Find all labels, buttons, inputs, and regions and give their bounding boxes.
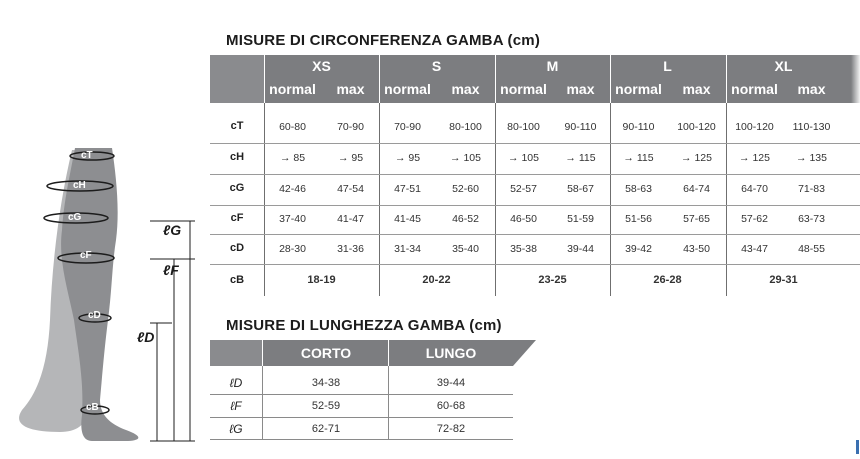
table-cell: 35-40 bbox=[452, 243, 479, 255]
table-cell: → 115 bbox=[565, 152, 596, 164]
table-cell: → 135 bbox=[796, 152, 827, 164]
table-cell: 26-28 bbox=[653, 274, 682, 286]
size-header-xl: XL bbox=[774, 58, 793, 74]
row-label-ct: cT bbox=[230, 120, 244, 132]
sub-normal: normal bbox=[731, 81, 778, 97]
table-cell: 52-60 bbox=[452, 183, 479, 195]
measure-label-ch: cH bbox=[73, 180, 86, 191]
table-cell: 57-62 bbox=[741, 213, 768, 225]
length-mark-g: ℓG bbox=[163, 222, 182, 238]
table-cell: 51-59 bbox=[567, 213, 594, 225]
table-cell: 41-47 bbox=[337, 213, 364, 225]
table-cell: 52-59 bbox=[311, 400, 341, 412]
table-cell: → 85 bbox=[279, 152, 306, 164]
table-cell: 90-110 bbox=[622, 121, 655, 133]
table-cell: → 105 bbox=[508, 152, 539, 164]
table-cell: 35-38 bbox=[510, 243, 537, 255]
length-row-label-f: ℓF bbox=[230, 399, 242, 413]
table-cell: 31-34 bbox=[394, 243, 421, 255]
size-header-m: M bbox=[546, 58, 559, 74]
table-cell: 28-30 bbox=[279, 243, 306, 255]
length-mark-f: ℓF bbox=[163, 262, 179, 278]
row-label-cd: cD bbox=[229, 242, 245, 254]
edge-mark bbox=[856, 440, 859, 454]
table-cell: 48-55 bbox=[798, 243, 825, 255]
table-cell: 90-110 bbox=[564, 121, 597, 133]
circumference-table bbox=[210, 55, 860, 296]
table-cell: → 125 bbox=[739, 152, 770, 164]
table-cell: 37-40 bbox=[279, 213, 306, 225]
table-cell: 80-100 bbox=[449, 121, 482, 133]
sub-normal: normal bbox=[384, 81, 431, 97]
table-cell: 70-90 bbox=[394, 121, 421, 133]
sub-normal: normal bbox=[500, 81, 547, 97]
table-cell: 46-52 bbox=[452, 213, 479, 225]
table-cell: 23-25 bbox=[538, 274, 567, 286]
measure-label-cf: cF bbox=[80, 250, 92, 261]
table-cell: 42-46 bbox=[279, 183, 306, 195]
row-label-cf: cF bbox=[230, 212, 244, 224]
table-cell: 60-68 bbox=[436, 400, 466, 412]
table-cell: 52-57 bbox=[510, 183, 537, 195]
table-cell: 71-83 bbox=[798, 183, 825, 195]
table-cell: → 115 bbox=[623, 152, 654, 164]
table-cell: 60-80 bbox=[279, 121, 306, 133]
table-cell: 63-73 bbox=[798, 213, 825, 225]
table-cell: → 125 bbox=[681, 152, 712, 164]
table-cell: 41-45 bbox=[394, 213, 421, 225]
table-cell: 58-67 bbox=[567, 183, 594, 195]
measure-label-ct: cT bbox=[81, 150, 93, 161]
table-cell: 20-22 bbox=[422, 274, 451, 286]
table-cell: 62-71 bbox=[311, 423, 341, 435]
measure-label-cb: cB bbox=[86, 402, 99, 413]
measure-label-cg: cG bbox=[68, 212, 82, 223]
length-title: MISURE DI LUNGHEZZA GAMBA (cm) bbox=[226, 317, 502, 334]
table-cell: 39-44 bbox=[436, 377, 466, 389]
table-cell: 47-54 bbox=[337, 183, 364, 195]
table-cell: 51-56 bbox=[625, 213, 652, 225]
table-cell: 110-130 bbox=[792, 121, 831, 133]
size-header-xs: XS bbox=[312, 58, 331, 74]
table-cell: 39-42 bbox=[625, 243, 652, 255]
row-label-cb: cB bbox=[229, 274, 245, 286]
table-cell: → 95 bbox=[394, 152, 421, 164]
length-table bbox=[210, 340, 540, 440]
row-label-ch: cH bbox=[229, 151, 245, 163]
table-cell: 64-74 bbox=[683, 183, 710, 195]
table-cell: 57-65 bbox=[683, 213, 710, 225]
table-cell: 31-36 bbox=[337, 243, 364, 255]
size-header-l: L bbox=[663, 58, 672, 74]
sub-normal: normal bbox=[615, 81, 662, 97]
sub-max: max bbox=[682, 81, 711, 97]
table-cell: 70-90 bbox=[337, 121, 364, 133]
sub-max: max bbox=[451, 81, 480, 97]
length-mark-d: ℓD bbox=[137, 329, 155, 345]
sub-max: max bbox=[566, 81, 595, 97]
table-cell: → 95 bbox=[337, 152, 364, 164]
table-cell: 58-63 bbox=[625, 183, 652, 195]
table-cell: 39-44 bbox=[567, 243, 594, 255]
table-cell: 72-82 bbox=[436, 423, 466, 435]
row-label-cg: cG bbox=[229, 182, 245, 194]
table-cell: → 105 bbox=[450, 152, 481, 164]
table-cell: 80-100 bbox=[507, 121, 540, 133]
sub-max: max bbox=[797, 81, 826, 97]
sub-normal: normal bbox=[269, 81, 316, 97]
table-cell: 47-51 bbox=[394, 183, 421, 195]
length-row-label-d: ℓD bbox=[229, 376, 243, 390]
length-row-label-g: ℓG bbox=[229, 422, 243, 436]
table-cell: 18-19 bbox=[307, 274, 336, 286]
table-cell: 43-50 bbox=[683, 243, 710, 255]
circumference-title: MISURE DI CIRCONFERENZA GAMBA (cm) bbox=[226, 32, 541, 49]
header-corner bbox=[210, 55, 264, 103]
table-cell: 100-120 bbox=[677, 121, 716, 133]
measure-label-cd: cD bbox=[88, 310, 101, 321]
length-header-corner bbox=[210, 340, 262, 366]
table-cell: 100-120 bbox=[735, 121, 774, 133]
table-cell: 43-47 bbox=[741, 243, 768, 255]
table-cell: 46-50 bbox=[510, 213, 537, 225]
header-lungo: LUNGO bbox=[425, 345, 477, 361]
size-header-s: S bbox=[431, 58, 442, 74]
sub-max: max bbox=[336, 81, 365, 97]
table-cell: 29-31 bbox=[769, 274, 798, 286]
table-cell: 34-38 bbox=[311, 377, 341, 389]
header-corto: CORTO bbox=[300, 345, 352, 361]
table-cell: 64-70 bbox=[741, 183, 768, 195]
